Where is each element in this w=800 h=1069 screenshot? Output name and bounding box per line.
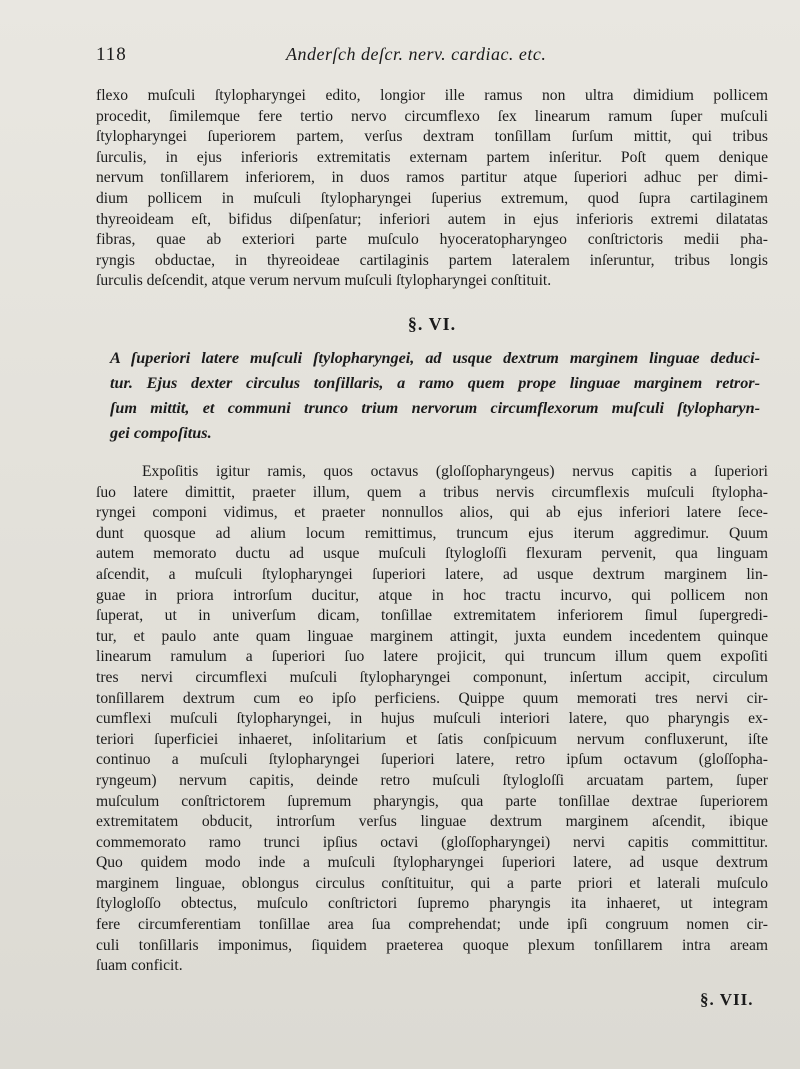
text-line: continuo a muſculi ſtylopharyngei ſuperiori latere, retro ipſum octavum (gloſſopha-	[96, 751, 768, 769]
text-line: nervum tonſillarem inferiorem, in duos ramos partitur atque ſuperiori adhuc per dimi-	[96, 169, 768, 187]
paragraph-main	[96, 462, 768, 977]
text-line: culi tonſillaris imponimus, ſiquidem praeterea quoque plexum tonſillarem intra aream	[96, 936, 768, 954]
text-line: teriori ſuperficiei inhaeret, inſolitarium et ſatis conſpicuum nervum confluxerunt, iſte	[96, 730, 768, 748]
text-line: ryngis obductae, in thyreoideae cartilaginis partem lateralem inſeruntur, tribus longis	[96, 251, 768, 269]
paragraph-continued	[96, 86, 768, 292]
text-line: tres nervi circumflexi muſculi ſtylopharyngei componunt, inſertum accipit, circulum	[96, 668, 768, 686]
text-line: fibras, quae ab exteriori parte muſculo hyoceratopharyngeo conſtrictoris medii pha-	[96, 231, 768, 249]
text-line: ſurculis, in ejus inferioris extremitatis externam partem inſeritur. Poſt quem denique	[96, 148, 768, 166]
text-line: commemorato ramo trunci ipſius octavi (gloſſopharyngei) nervi capitis committitur.	[96, 833, 768, 851]
text-line: marginem linguae, oblongus circulus conſtituitur, qui a parte priori et laterali muſculo	[96, 874, 768, 892]
text-line: ſtylogloſſo obtectus, muſculo conſtrictori ſupremo pharyngis ita inhaeret, ut integram	[96, 895, 768, 913]
summary-line: tur. Ejus dexter circulus tonſillaris, a ramo quem prope linguae marginem retror-	[110, 374, 760, 392]
page-header	[96, 44, 760, 72]
summary-line: ſum mittit, et communi trunco trium nervorum circumflexorum muſculi ſtylopharyn-	[110, 399, 760, 417]
running-title: Anderſch deſcr. nerv. cardiac. etc.	[286, 44, 547, 64]
text-line: Expoſitis igitur ramis, quos octavus (gloſſopharyngeus) nervus capitis a ſuperiori	[142, 463, 768, 480]
text-line: ſuo latere dimittit, praeter illum, quem a tribus nervis circumflexis muſculi ſtylopha-	[96, 483, 768, 501]
text-line: dunt quosque ad alium locum remittimus, truncum ejus iterum aggredimur. Quum	[96, 524, 768, 542]
text-line: ryngei componi vidimus, et praeter nonnullos alios, qui ab ejus inferiori latere ſece-	[96, 504, 768, 522]
text-line: guae in priora introrſum ducitur, atque in hoc tractu incurvo, qui pollicem non	[96, 586, 768, 604]
text-line: Quo quidem modo inde a muſculi ſtylopharyngei ſuperiori latere, ad usque dextrum	[96, 854, 768, 872]
catchword: §. VII.	[700, 990, 754, 1009]
section-heading: §. VI.	[407, 314, 457, 334]
text-line: muſculum conſtrictorem ſupremum pharyngis, qua parte tonſillae dextrae ſuperiorem	[96, 792, 768, 810]
text-line: tur, et paulo ante quam linguae marginem attingit, juxta eundem incedentem quinque	[96, 627, 768, 645]
summary-line: gei compoſitus.	[110, 424, 212, 442]
summary-line: A ſuperiori latere muſculi ſtylopharyngei, ad usque dextrum marginem linguae deduci-	[110, 349, 760, 367]
text-line: ſuam conficit.	[96, 957, 183, 975]
text-line: procedit, ſimilemque fere tertio nervo circumflexo ſex linearum ramum ſuper muſculi	[96, 107, 768, 125]
text-line: ryngeum) nervum capitis, deinde retro muſculi ſtylogloſſi arcuatam partem, ſuper	[96, 771, 768, 789]
text-line: autem memorato ductu ad usque muſculi ſtylogloſſi flexuram pervenit, qua linguam	[96, 545, 768, 563]
text-line: tonſillarem dextrum cum eo ipſo perficiens. Quippe quum memorati tres nervi cir-	[96, 689, 768, 707]
text-line: thyreoideam eſt, bifidus diſpenſatur; inferiori autem in ejus inferioris extremi dilatatas	[96, 210, 768, 228]
text-line: ſuperat, ut in univerſum dicam, tonſillae extremitatem inferiorem ſimul ſupergredi-	[96, 607, 768, 625]
text-line: fere circumferentiam tonſillae area ſua comprehendat; unde ipſi congruum nomen cir-	[96, 916, 768, 934]
text-line: dium pollicem in muſculi ſtylopharyngei ſuperius extremum, quod ſupra cartilaginem	[96, 189, 768, 207]
text-line: ſtylopharyngei ſuperiorem partem, verſus dextram tonſillam ſurſum mittit, qui tribus	[96, 128, 768, 146]
text-line: extremitatem obducit, introrſum verſus linguae dextrum marginem aſcendit, ibique	[96, 813, 768, 831]
text-line: linearum ramulum a ſuperiori ſuo latere projicit, qui truncum illum quem expoſiti	[96, 648, 768, 666]
text-line: cumflexi muſculi ſtylopharyngei, in hujus muſculi interiori latere, quo pharyngis ex-	[96, 710, 768, 728]
text-line: aſcendit, a muſculi ſtylopharyngei ſuperiori latere, ad usque dextrum marginem lin-	[96, 565, 768, 583]
text-line: flexo muſculi ſtylopharyngei edito, longior ille ramus non ultra dimidium pollicem	[96, 87, 768, 104]
page-number: 118	[96, 44, 127, 65]
text-line: ſurculis deſcendit, atque verum nervum muſculi ſtylopharyngei conſtituit.	[96, 272, 552, 290]
section-summary	[110, 346, 760, 446]
